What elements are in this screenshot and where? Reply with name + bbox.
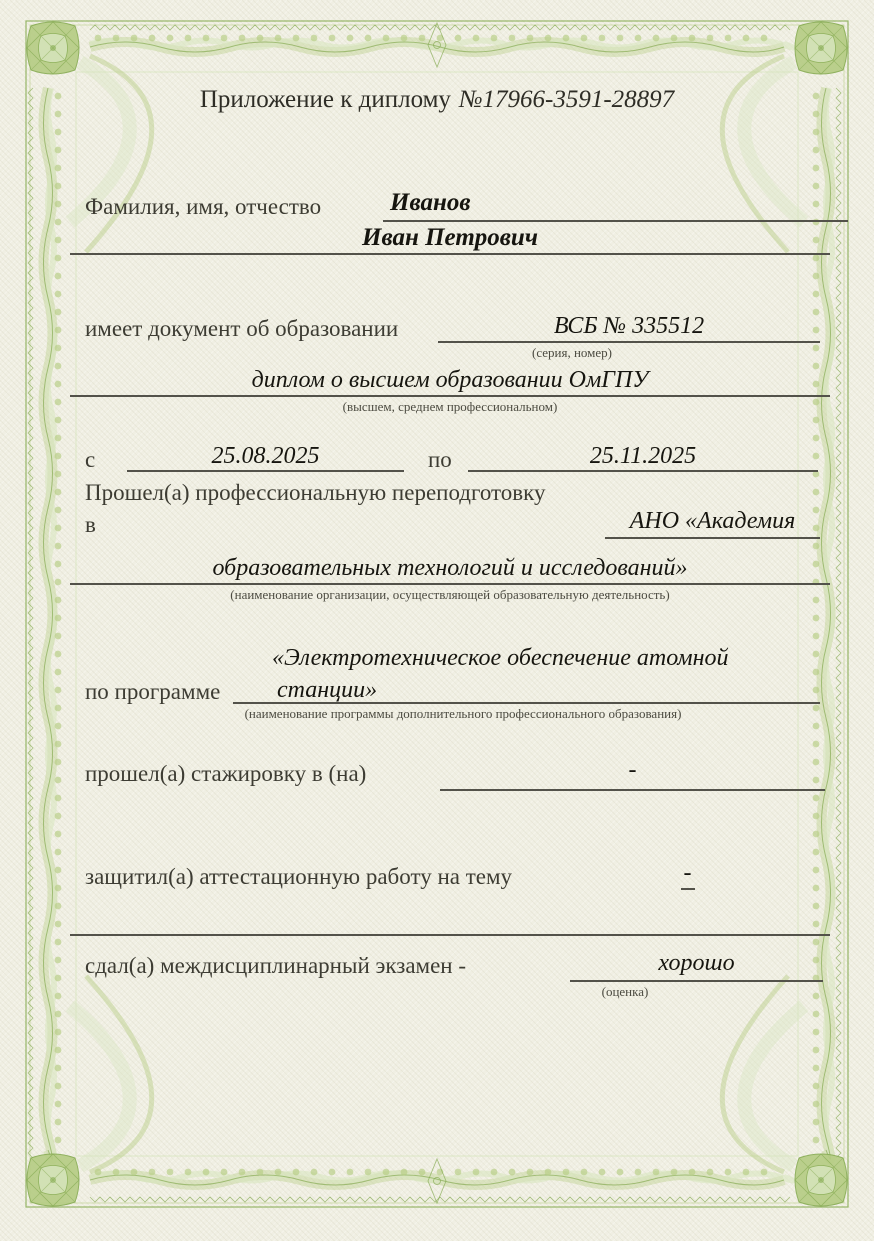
- underline: [383, 220, 848, 222]
- underline: [70, 253, 830, 255]
- grade-caption: (оценка): [601, 984, 649, 999]
- to-label: по: [428, 447, 452, 472]
- fio-line2-value: Иван Петрович: [362, 224, 538, 251]
- underline: [70, 583, 830, 585]
- doc-type-caption: (высшем, среднем профессиональном): [342, 399, 558, 414]
- underline: [570, 980, 823, 982]
- retraining-label: Прошел(а) профессиональную переподготовку: [85, 480, 546, 505]
- from-label: с: [85, 447, 96, 472]
- title-prefix: Приложение к диплому: [199, 86, 451, 113]
- organization-line2-value: образовательных технологий и исследований»: [212, 555, 688, 581]
- diploma-number: №17966-3591-28897: [458, 86, 675, 113]
- fio-line1-value: Иванов: [390, 189, 471, 216]
- organization-label: в: [85, 512, 96, 537]
- series-caption: (серия, номер): [532, 345, 612, 360]
- underline: [468, 470, 818, 472]
- internship-value: -: [628, 757, 637, 783]
- from-date-value: 25.08.2025: [211, 443, 320, 469]
- underline: [438, 341, 820, 343]
- internship-label: прошел(а) стажировку в (на): [85, 761, 367, 786]
- underline: [70, 395, 830, 397]
- underline: [70, 934, 830, 936]
- underline: [127, 470, 404, 472]
- program-caption: (наименование программы дополнительного профессионального образования): [244, 706, 682, 721]
- to-date-value: 25.11.2025: [589, 443, 697, 469]
- exam-label: сдал(а) междисциплинарный экзамен -: [85, 953, 467, 978]
- page-title: [0, 86, 874, 114]
- thesis-value: -: [683, 860, 692, 886]
- thesis-label: защитил(а) аттестационную работу на тему: [85, 864, 513, 889]
- underline: [440, 789, 825, 791]
- education-doc-label: имеет документ об образовании: [85, 316, 399, 341]
- program-line2-value: станции»: [277, 677, 378, 703]
- program-line1-value: «Электротехническое обеспечение атомной: [272, 645, 729, 671]
- exam-grade-value: хорошо: [658, 950, 735, 976]
- doc-series-value: ВСБ № 335512: [553, 313, 705, 339]
- underline: [605, 537, 820, 539]
- organization-caption: (наименование организации, осуществляющей образовательную деятельность): [230, 587, 670, 602]
- underline: [233, 702, 820, 704]
- underline: [681, 888, 695, 890]
- fio-label: Фамилия, имя, отчество: [85, 194, 322, 219]
- program-label: по программе: [85, 679, 221, 704]
- organization-line1-value: АНО «Академия: [629, 508, 796, 534]
- doc-type-value: диплом о высшем образовании ОмГПУ: [251, 367, 649, 393]
